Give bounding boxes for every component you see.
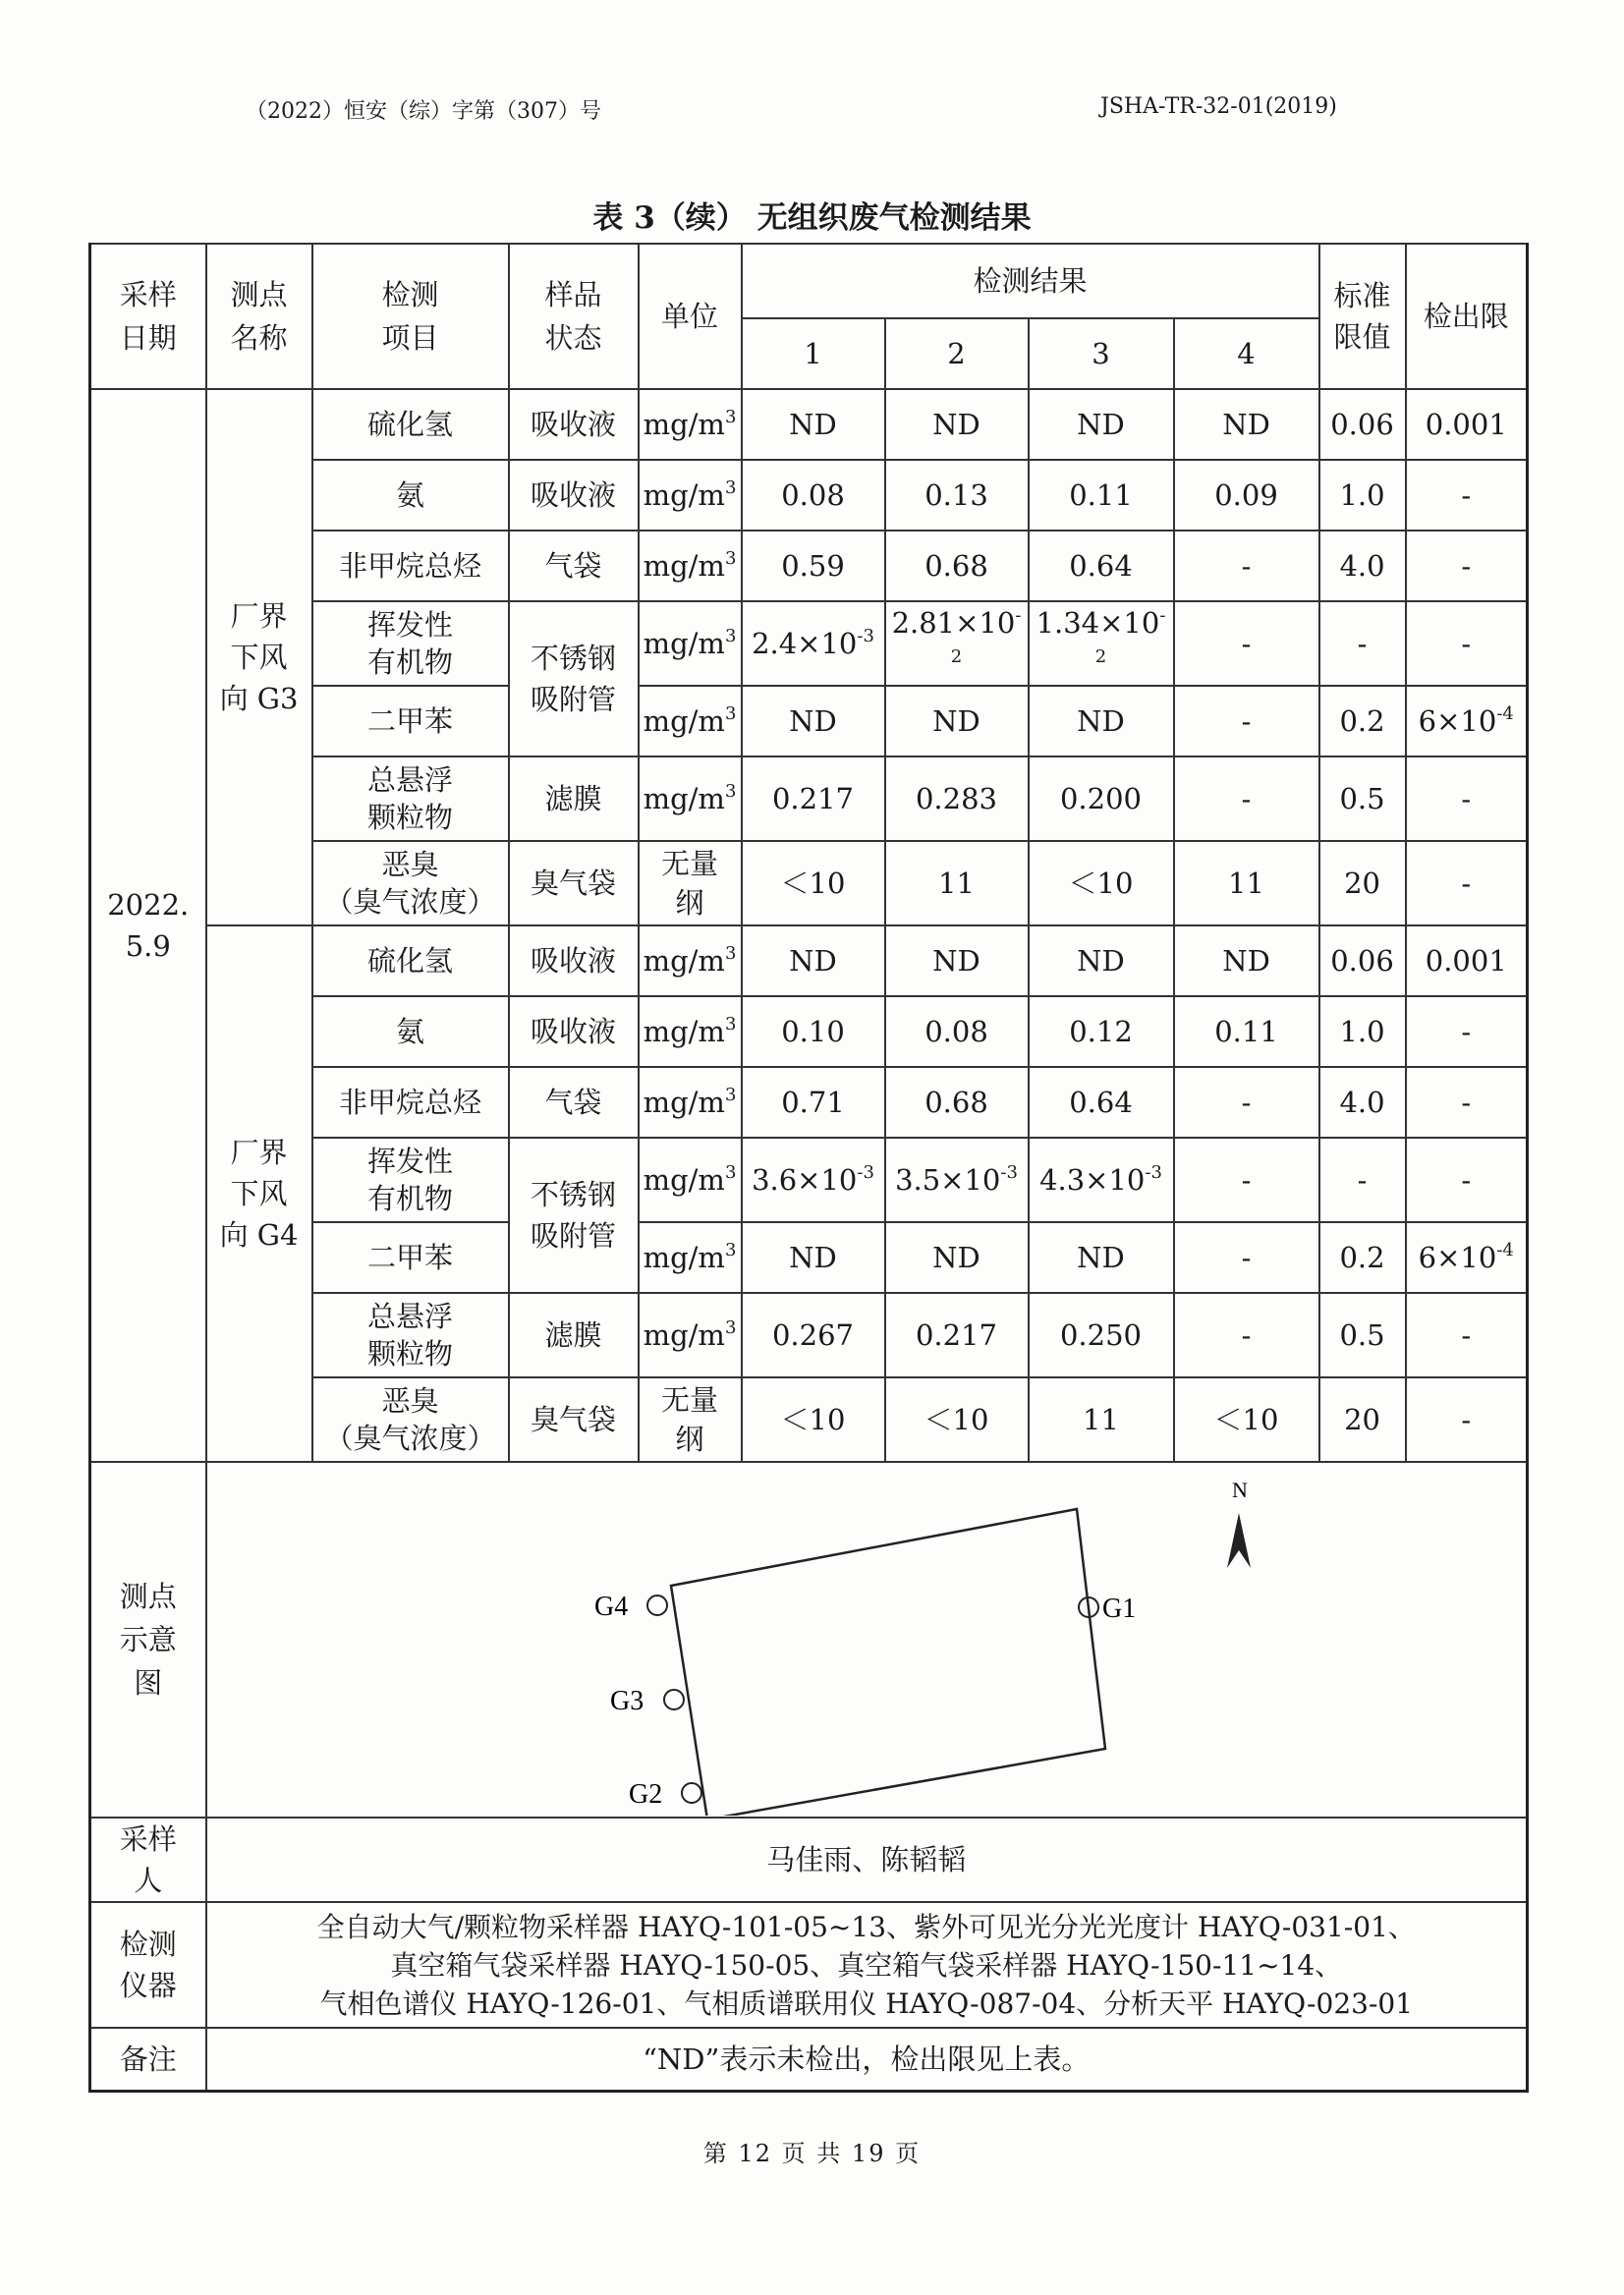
detection-limit: -	[1406, 1293, 1528, 1377]
unit: 无量纲	[639, 841, 742, 925]
detection-limit: -	[1406, 601, 1528, 686]
sample-state: 吸收液	[509, 925, 639, 996]
diagram-label: 测点示意图	[90, 1462, 206, 1818]
unit: $mg/m^3$	[639, 756, 742, 841]
sample-state: 气袋	[509, 531, 639, 601]
col-result-1: 1	[742, 318, 885, 389]
result-2: ND	[885, 686, 1029, 756]
point-g2-marker	[682, 1783, 701, 1803]
page-footer: 第 12 页 共 19 页	[702, 2140, 922, 2167]
result-4: ND	[1174, 925, 1319, 996]
site-name: 厂界下风向 G4	[206, 925, 312, 1462]
result-4: -	[1174, 686, 1319, 756]
result-2: $3.5\times 10^{-3}$	[885, 1138, 1029, 1222]
result-1: 0.59	[742, 531, 885, 601]
result-3: 0.11	[1029, 460, 1174, 531]
result-3: ND	[1029, 686, 1174, 756]
col-results-header: 检测结果	[742, 244, 1319, 318]
test-item: 硫化氢	[312, 389, 509, 460]
result-1: ND	[742, 1222, 885, 1293]
col-limit-header: 标准限值	[1319, 244, 1406, 389]
result-1: $2.4\times 10^{-3}$	[742, 601, 885, 686]
unit: 无量纲	[639, 1377, 742, 1462]
unit: $mg/m^3$	[639, 1138, 742, 1222]
sample-date: 2022.5.9	[90, 389, 206, 1462]
detection-limit: -	[1406, 460, 1528, 531]
result-3: ND	[1029, 389, 1174, 460]
sample-state: 滤膜	[509, 1293, 639, 1377]
header-row	[90, 244, 1528, 318]
result-1: 0.08	[742, 460, 885, 531]
detection-limit: -	[1406, 531, 1528, 601]
col-dl-header: 检出限	[1406, 244, 1528, 389]
result-2: $2.81\times 10^{-2}$	[885, 601, 1029, 686]
standard-limit: -	[1319, 1138, 1406, 1222]
col-result-4: 4	[1174, 318, 1319, 389]
result-1: 0.71	[742, 1067, 885, 1138]
detection-limit: -	[1406, 756, 1528, 841]
north-arrow-icon	[1227, 1513, 1251, 1568]
sample-state: 臭气袋	[509, 841, 639, 925]
sampler-row	[90, 1818, 1528, 1902]
form-code: JSHA-TR-32-01(2019)	[1100, 94, 1337, 119]
unit: $mg/m^3$	[639, 1293, 742, 1377]
result-1: $3.6\times 10^{-3}$	[742, 1138, 885, 1222]
test-item: 挥发性 有机物	[312, 1138, 509, 1222]
result-1: 0.10	[742, 996, 885, 1067]
result-3: ND	[1029, 925, 1174, 996]
point-g4-marker	[647, 1595, 667, 1615]
result-4: 0.11	[1174, 996, 1319, 1067]
remark-row	[90, 2028, 1528, 2091]
standard-limit: 0.2	[1319, 1222, 1406, 1293]
sample-state: 吸收液	[509, 389, 639, 460]
sample-state: 不锈钢吸附管	[509, 1138, 639, 1293]
site-diagram	[206, 1462, 1528, 1818]
detection-limit: -	[1406, 841, 1528, 925]
report-number: （2022）恒安（综）字第（307）号	[246, 99, 601, 124]
sample-state: 滤膜	[509, 756, 639, 841]
result-3: 0.250	[1029, 1293, 1174, 1377]
detection-limit: 0.001	[1406, 389, 1528, 460]
col-result-3: 3	[1029, 318, 1174, 389]
result-3: ＜10	[1029, 841, 1174, 925]
site-name: 厂界下风向 G3	[206, 389, 312, 925]
sampler-label: 采样人	[90, 1818, 206, 1902]
standard-limit: 20	[1319, 841, 1406, 925]
standard-limit: 0.5	[1319, 756, 1406, 841]
standard-limit: 20	[1319, 1377, 1406, 1462]
result-1: ＜10	[742, 1377, 885, 1462]
unit: $mg/m^3$	[639, 996, 742, 1067]
unit: $mg/m^3$	[639, 686, 742, 756]
test-item: 二甲苯	[312, 1222, 509, 1293]
result-4: -	[1174, 531, 1319, 601]
standard-limit: 4.0	[1319, 531, 1406, 601]
col-result-2: 2	[885, 318, 1029, 389]
result-3: 0.64	[1029, 1067, 1174, 1138]
test-item: 挥发性 有机物	[312, 601, 509, 686]
standard-limit: 0.2	[1319, 686, 1406, 756]
result-2: 0.68	[885, 1067, 1029, 1138]
result-2: 0.08	[885, 996, 1029, 1067]
result-3: $1.34\times 10^{-2}$	[1029, 601, 1174, 686]
plant-boundary	[671, 1509, 1105, 1816]
result-2: 0.283	[885, 756, 1029, 841]
detection-limit: -	[1406, 996, 1528, 1067]
detection-limit: -	[1406, 1377, 1528, 1462]
standard-limit: 0.5	[1319, 1293, 1406, 1377]
standard-limit: 0.06	[1319, 925, 1406, 996]
point-g2-label: G2	[628, 1779, 662, 1810]
test-item: 硫化氢	[312, 925, 509, 996]
sample-state: 吸收液	[509, 460, 639, 531]
detection-limit: $6\times 10^{-4}$	[1406, 686, 1528, 756]
north-label: N	[1231, 1478, 1248, 1502]
result-4: 0.09	[1174, 460, 1319, 531]
unit: $mg/m^3$	[639, 531, 742, 601]
result-3: 0.12	[1029, 996, 1174, 1067]
result-2: ND	[885, 1222, 1029, 1293]
unit: $mg/m^3$	[639, 389, 742, 460]
result-3: $4.3\times 10^{-3}$	[1029, 1138, 1174, 1222]
point-g3-marker	[664, 1690, 684, 1709]
result-4: ＜10	[1174, 1377, 1319, 1462]
detection-limit: 0.001	[1406, 925, 1528, 996]
result-3: 11	[1029, 1377, 1174, 1462]
remark-value: “ND”表示未检出，检出限见上表。	[206, 2028, 1528, 2091]
result-1: ND	[742, 389, 885, 460]
standard-limit: 0.06	[1319, 389, 1406, 460]
result-2: 0.13	[885, 460, 1029, 531]
test-item: 总悬浮 颗粒物	[312, 756, 509, 841]
point-g1-label: G1	[1101, 1594, 1136, 1624]
result-4: 11	[1174, 841, 1319, 925]
sample-state: 吸收液	[509, 996, 639, 1067]
result-2: ND	[885, 389, 1029, 460]
result-4: -	[1174, 756, 1319, 841]
result-1: ND	[742, 925, 885, 996]
instruments-row	[90, 1902, 1528, 2028]
result-3: ND	[1029, 1222, 1174, 1293]
result-4: -	[1174, 601, 1319, 686]
sample-state: 臭气袋	[509, 1377, 639, 1462]
standard-limit: 4.0	[1319, 1067, 1406, 1138]
unit: $mg/m^3$	[639, 1067, 742, 1138]
point-g4-label: G4	[593, 1592, 628, 1622]
detection-limit: -	[1406, 1067, 1528, 1138]
instruments-label: 检测仪器	[90, 1902, 206, 2028]
result-1: ND	[742, 686, 885, 756]
result-1: 0.217	[742, 756, 885, 841]
site-map	[207, 1464, 1525, 1816]
result-2: ND	[885, 925, 1029, 996]
test-item: 二甲苯	[312, 686, 509, 756]
col-unit-header: 单位	[639, 244, 742, 389]
standard-limit: 1.0	[1319, 996, 1406, 1067]
result-4: ND	[1174, 389, 1319, 460]
standard-limit: 1.0	[1319, 460, 1406, 531]
sample-state: 气袋	[509, 1067, 639, 1138]
result-4: -	[1174, 1067, 1319, 1138]
result-4: -	[1174, 1222, 1319, 1293]
result-1: 0.267	[742, 1293, 885, 1377]
instruments-value: 全自动大气/颗粒物采样器 HAYQ-101-05~13、紫外可见光分光光度计 HAYQ-031-01、 真空箱气袋采样器 HAYQ-150-05、真空箱气袋采样器 HAYQ-150-11~14、 气相色谱仪 HAYQ-126-01、气相质谱联用仪 HAYQ-087-04、分析天平 HAYQ-023-01	[206, 1902, 1528, 2028]
result-2: 0.217	[885, 1293, 1029, 1377]
unit: $mg/m^3$	[639, 601, 742, 686]
col-state-header: 样品状态	[509, 244, 639, 389]
test-item: 非甲烷总烃	[312, 531, 509, 601]
test-item: 恶臭 （臭气浓度）	[312, 1377, 509, 1462]
result-1: ＜10	[742, 841, 885, 925]
unit: $mg/m^3$	[639, 1222, 742, 1293]
diagram-row	[90, 1462, 1528, 1818]
test-item: 总悬浮 颗粒物	[312, 1293, 509, 1377]
detection-limit: $6\times 10^{-4}$	[1406, 1222, 1528, 1293]
results-table	[88, 243, 1529, 2093]
result-3: 0.200	[1029, 756, 1174, 841]
table-row	[90, 389, 1528, 460]
result-2: ＜10	[885, 1377, 1029, 1462]
result-4: -	[1174, 1138, 1319, 1222]
detection-limit: -	[1406, 1138, 1528, 1222]
point-g3-label: G3	[609, 1686, 644, 1716]
col-item-header: 检测项目	[312, 244, 509, 389]
sampler-value: 马佳雨、陈韬韬	[206, 1818, 1528, 1902]
table-title: 表 3（续） 无组织废气检测结果	[592, 200, 1032, 236]
sample-state: 不锈钢吸附管	[509, 601, 639, 756]
result-4: -	[1174, 1293, 1319, 1377]
unit: $mg/m^3$	[639, 925, 742, 996]
result-3: 0.64	[1029, 531, 1174, 601]
test-item: 恶臭 （臭气浓度）	[312, 841, 509, 925]
remark-label: 备注	[90, 2028, 206, 2091]
result-2: 11	[885, 841, 1029, 925]
col-date-header: 采样日期	[90, 244, 206, 389]
result-2: 0.68	[885, 531, 1029, 601]
test-item: 非甲烷总烃	[312, 1067, 509, 1138]
table-row	[90, 925, 1528, 996]
standard-limit: -	[1319, 601, 1406, 686]
test-item: 氨	[312, 996, 509, 1067]
unit: $mg/m^3$	[639, 460, 742, 531]
test-item: 氨	[312, 460, 509, 531]
col-site-header: 测点名称	[206, 244, 312, 389]
